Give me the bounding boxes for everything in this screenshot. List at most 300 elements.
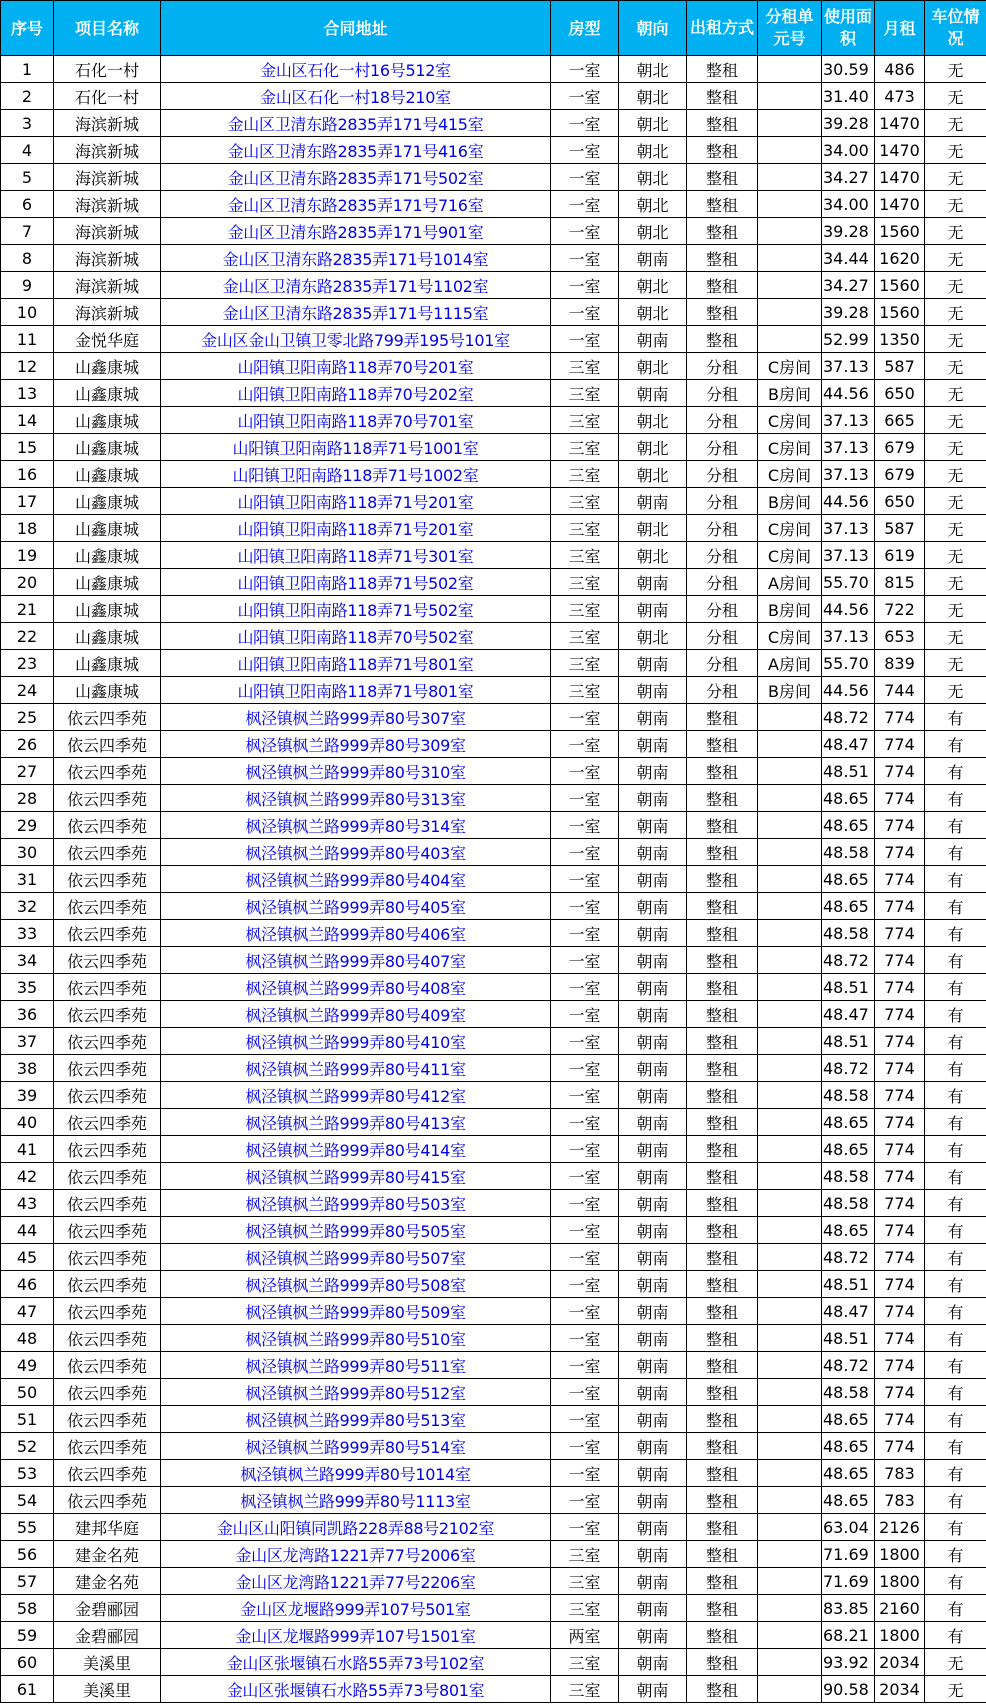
cell-contract-address: 枫泾镇枫兰路999弄80号314室 [161,812,551,839]
cell-rental-mode: 整租 [687,947,758,974]
cell-parking: 有 [925,1136,986,1163]
cell-parking: 无 [925,110,986,137]
cell-sublet-unit: C房间 [758,353,822,380]
cell-monthly-rent: 774 [875,839,925,866]
cell-index: 9 [1,272,54,299]
cell-project-name: 依云四季苑 [54,1163,161,1190]
cell-monthly-rent: 774 [875,947,925,974]
cell-index: 1 [1,56,54,83]
cell-sublet-unit [758,191,822,218]
cell-rental-mode: 整租 [687,1406,758,1433]
cell-sublet-unit [758,1595,822,1622]
cell-rental-mode: 整租 [687,839,758,866]
cell-project-name: 海滨新城 [54,299,161,326]
cell-area: 48.51 [822,974,875,1001]
cell-parking: 无 [925,164,986,191]
cell-area: 30.59 [822,56,875,83]
cell-monthly-rent: 774 [875,1190,925,1217]
cell-area: 48.51 [822,1028,875,1055]
cell-sublet-unit: B房间 [758,596,822,623]
cell-orientation: 朝北 [619,164,687,191]
cell-area: 48.72 [822,704,875,731]
cell-contract-address: 金山区张堰镇石水路55弄73号801室 [161,1676,551,1703]
cell-contract-address: 山阳镇卫阳南路118弄70号202室 [161,380,551,407]
cell-rental-mode: 整租 [687,893,758,920]
cell-parking: 无 [925,218,986,245]
cell-room-type: 一室 [551,920,619,947]
cell-contract-address: 枫泾镇枫兰路999弄80号411室 [161,1055,551,1082]
cell-parking: 有 [925,1217,986,1244]
cell-area: 44.56 [822,488,875,515]
cell-monthly-rent: 774 [875,704,925,731]
cell-area: 39.28 [822,299,875,326]
cell-orientation: 朝南 [619,704,687,731]
table-row [1,353,986,380]
cell-rental-mode: 整租 [687,758,758,785]
cell-area: 34.27 [822,272,875,299]
cell-orientation: 朝南 [619,1244,687,1271]
cell-monthly-rent: 650 [875,380,925,407]
cell-contract-address: 金山区龙堰路999弄107号1501室 [161,1622,551,1649]
cell-project-name: 海滨新城 [54,191,161,218]
cell-monthly-rent: 1470 [875,164,925,191]
cell-rental-mode: 整租 [687,920,758,947]
table-row [1,731,986,758]
cell-parking: 无 [925,326,986,353]
cell-room-type: 一室 [551,1460,619,1487]
cell-index: 17 [1,488,54,515]
cell-index: 55 [1,1514,54,1541]
cell-monthly-rent: 774 [875,1109,925,1136]
cell-contract-address: 枫泾镇枫兰路999弄80号509室 [161,1298,551,1325]
cell-sublet-unit [758,1325,822,1352]
cell-room-type: 一室 [551,731,619,758]
cell-orientation: 朝南 [619,1379,687,1406]
cell-monthly-rent: 774 [875,1001,925,1028]
table-row [1,299,986,326]
cell-room-type: 一室 [551,704,619,731]
cell-project-name: 依云四季苑 [54,1109,161,1136]
table-row [1,893,986,920]
cell-room-type: 三室 [551,1568,619,1595]
cell-index: 33 [1,920,54,947]
table-row [1,1055,986,1082]
cell-project-name: 美溪里 [54,1649,161,1676]
cell-room-type: 一室 [551,947,619,974]
cell-monthly-rent: 679 [875,434,925,461]
table-row [1,1082,986,1109]
cell-contract-address: 枫泾镇枫兰路999弄80号511室 [161,1352,551,1379]
cell-rental-mode: 分租 [687,596,758,623]
cell-area: 48.65 [822,1136,875,1163]
cell-parking: 有 [925,1271,986,1298]
cell-project-name: 海滨新城 [54,272,161,299]
cell-parking: 有 [925,1514,986,1541]
cell-index: 21 [1,596,54,623]
table-row [1,83,986,110]
cell-contract-address: 金山区卫清东路2835弄171号901室 [161,218,551,245]
table-row [1,326,986,353]
cell-rental-mode: 分租 [687,488,758,515]
cell-sublet-unit [758,1136,822,1163]
cell-orientation: 朝南 [619,1001,687,1028]
table-row [1,1676,986,1703]
cell-parking: 无 [925,677,986,704]
cell-area: 31.40 [822,83,875,110]
cell-rental-mode: 分租 [687,461,758,488]
cell-project-name: 依云四季苑 [54,1190,161,1217]
cell-index: 60 [1,1649,54,1676]
cell-project-name: 依云四季苑 [54,1001,161,1028]
cell-index: 58 [1,1595,54,1622]
cell-rental-mode: 分租 [687,623,758,650]
cell-area: 90.58 [822,1676,875,1703]
cell-index: 22 [1,623,54,650]
cell-parking: 有 [925,1487,986,1514]
cell-room-type: 三室 [551,353,619,380]
cell-room-type: 一室 [551,1433,619,1460]
cell-sublet-unit: C房间 [758,542,822,569]
cell-rental-mode: 整租 [687,191,758,218]
cell-orientation: 朝南 [619,812,687,839]
cell-rental-mode: 整租 [687,1622,758,1649]
cell-sublet-unit [758,758,822,785]
cell-room-type: 三室 [551,407,619,434]
table-row [1,569,986,596]
cell-rental-mode: 整租 [687,974,758,1001]
cell-index: 15 [1,434,54,461]
cell-project-name: 山鑫康城 [54,488,161,515]
header-room-type: 房型 [551,1,619,56]
cell-room-type: 一室 [551,191,619,218]
cell-area: 48.65 [822,812,875,839]
cell-project-name: 依云四季苑 [54,731,161,758]
cell-orientation: 朝南 [619,1622,687,1649]
cell-project-name: 依云四季苑 [54,1379,161,1406]
cell-area: 48.58 [822,1082,875,1109]
cell-rental-mode: 整租 [687,1433,758,1460]
header-monthly-rent: 月租 [875,1,925,56]
cell-index: 11 [1,326,54,353]
cell-room-type: 三室 [551,1649,619,1676]
cell-monthly-rent: 1560 [875,272,925,299]
cell-orientation: 朝北 [619,191,687,218]
cell-sublet-unit [758,110,822,137]
cell-project-name: 山鑫康城 [54,623,161,650]
cell-orientation: 朝南 [619,677,687,704]
cell-room-type: 一室 [551,245,619,272]
cell-orientation: 朝南 [619,1676,687,1703]
cell-rental-mode: 整租 [687,1190,758,1217]
cell-monthly-rent: 774 [875,1055,925,1082]
cell-rental-mode: 整租 [687,1541,758,1568]
cell-index: 3 [1,110,54,137]
cell-rental-mode: 整租 [687,1325,758,1352]
cell-parking: 有 [925,920,986,947]
cell-orientation: 朝北 [619,515,687,542]
cell-area: 48.58 [822,920,875,947]
header-area: 使用面积 [822,1,875,56]
cell-sublet-unit: A房间 [758,569,822,596]
cell-sublet-unit [758,1109,822,1136]
cell-rental-mode: 整租 [687,1379,758,1406]
cell-room-type: 一室 [551,1325,619,1352]
cell-room-type: 一室 [551,1406,619,1433]
cell-sublet-unit: B房间 [758,488,822,515]
cell-sublet-unit [758,1298,822,1325]
cell-area: 44.56 [822,596,875,623]
cell-contract-address: 金山区卫清东路2835弄171号1102室 [161,272,551,299]
table-body [1,56,986,1703]
cell-orientation: 朝南 [619,1433,687,1460]
header-rental-mode: 出租方式 [687,1,758,56]
cell-rental-mode: 整租 [687,245,758,272]
cell-area: 48.72 [822,947,875,974]
cell-sublet-unit [758,974,822,1001]
cell-rental-mode: 整租 [687,83,758,110]
cell-monthly-rent: 1800 [875,1622,925,1649]
table-row [1,1163,986,1190]
cell-rental-mode: 整租 [687,1298,758,1325]
cell-sublet-unit: C房间 [758,515,822,542]
cell-area: 48.58 [822,1163,875,1190]
cell-room-type: 三室 [551,434,619,461]
table-row [1,164,986,191]
cell-index: 13 [1,380,54,407]
cell-room-type: 一室 [551,1352,619,1379]
cell-sublet-unit [758,839,822,866]
cell-area: 34.27 [822,164,875,191]
table-row [1,920,986,947]
cell-parking: 有 [925,1244,986,1271]
cell-area: 48.47 [822,1001,875,1028]
cell-orientation: 朝北 [619,56,687,83]
cell-area: 48.65 [822,1433,875,1460]
cell-room-type: 一室 [551,974,619,1001]
cell-room-type: 一室 [551,1082,619,1109]
cell-sublet-unit [758,1055,822,1082]
cell-contract-address: 枫泾镇枫兰路999弄80号412室 [161,1082,551,1109]
cell-area: 48.65 [822,1406,875,1433]
cell-parking: 无 [925,272,986,299]
cell-orientation: 朝南 [619,1217,687,1244]
cell-index: 48 [1,1325,54,1352]
cell-parking: 有 [925,1163,986,1190]
cell-parking: 有 [925,1001,986,1028]
table-row [1,488,986,515]
cell-orientation: 朝南 [619,569,687,596]
cell-room-type: 一室 [551,1190,619,1217]
cell-sublet-unit [758,1217,822,1244]
cell-parking: 有 [925,1298,986,1325]
cell-rental-mode: 分租 [687,569,758,596]
cell-monthly-rent: 774 [875,1352,925,1379]
cell-index: 6 [1,191,54,218]
cell-area: 37.13 [822,407,875,434]
table-row [1,1244,986,1271]
cell-contract-address: 金山区龙湾路1221弄77号2206室 [161,1568,551,1595]
cell-index: 36 [1,1001,54,1028]
cell-parking: 有 [925,704,986,731]
cell-monthly-rent: 774 [875,1433,925,1460]
table-row [1,704,986,731]
cell-project-name: 依云四季苑 [54,1082,161,1109]
cell-rental-mode: 整租 [687,785,758,812]
cell-area: 48.65 [822,1487,875,1514]
cell-room-type: 三室 [551,1595,619,1622]
cell-index: 56 [1,1541,54,1568]
cell-contract-address: 枫泾镇枫兰路999弄80号510室 [161,1325,551,1352]
cell-index: 49 [1,1352,54,1379]
cell-room-type: 三室 [551,596,619,623]
cell-contract-address: 金山区卫清东路2835弄171号716室 [161,191,551,218]
cell-parking: 无 [925,56,986,83]
cell-sublet-unit [758,1028,822,1055]
cell-contract-address: 枫泾镇枫兰路999弄80号413室 [161,1109,551,1136]
cell-index: 39 [1,1082,54,1109]
table-row [1,677,986,704]
cell-area: 37.13 [822,515,875,542]
cell-sublet-unit [758,83,822,110]
cell-index: 54 [1,1487,54,1514]
cell-area: 48.51 [822,758,875,785]
cell-sublet-unit: C房间 [758,407,822,434]
cell-index: 26 [1,731,54,758]
cell-index: 14 [1,407,54,434]
cell-project-name: 依云四季苑 [54,1055,161,1082]
cell-area: 71.69 [822,1541,875,1568]
cell-sublet-unit [758,218,822,245]
cell-parking: 无 [925,380,986,407]
cell-rental-mode: 整租 [687,1271,758,1298]
cell-contract-address: 金山区卫清东路2835弄171号416室 [161,137,551,164]
cell-contract-address: 枫泾镇枫兰路999弄80号508室 [161,1271,551,1298]
cell-index: 2 [1,83,54,110]
cell-sublet-unit [758,731,822,758]
table-row [1,866,986,893]
cell-area: 37.13 [822,461,875,488]
cell-orientation: 朝北 [619,299,687,326]
cell-orientation: 朝南 [619,1406,687,1433]
cell-area: 48.65 [822,785,875,812]
cell-rental-mode: 分租 [687,434,758,461]
cell-parking: 有 [925,812,986,839]
cell-project-name: 山鑫康城 [54,650,161,677]
cell-project-name: 山鑫康城 [54,596,161,623]
cell-room-type: 一室 [551,758,619,785]
cell-index: 25 [1,704,54,731]
cell-room-type: 一室 [551,326,619,353]
table-row [1,812,986,839]
cell-area: 93.92 [822,1649,875,1676]
cell-project-name: 山鑫康城 [54,380,161,407]
cell-rental-mode: 分租 [687,353,758,380]
cell-orientation: 朝南 [619,1136,687,1163]
cell-project-name: 依云四季苑 [54,1406,161,1433]
cell-rental-mode: 整租 [687,1082,758,1109]
cell-project-name: 建金名苑 [54,1541,161,1568]
cell-room-type: 一室 [551,893,619,920]
cell-area: 48.65 [822,1217,875,1244]
cell-monthly-rent: 1800 [875,1541,925,1568]
cell-monthly-rent: 774 [875,974,925,1001]
cell-orientation: 朝北 [619,137,687,164]
cell-room-type: 三室 [551,623,619,650]
cell-parking: 有 [925,1622,986,1649]
cell-area: 48.72 [822,1352,875,1379]
cell-orientation: 朝南 [619,1352,687,1379]
cell-sublet-unit [758,1271,822,1298]
cell-index: 32 [1,893,54,920]
cell-area: 48.58 [822,1190,875,1217]
header-project-name: 项目名称 [54,1,161,56]
cell-index: 37 [1,1028,54,1055]
cell-sublet-unit: B房间 [758,677,822,704]
cell-contract-address: 枫泾镇枫兰路999弄80号503室 [161,1190,551,1217]
cell-room-type: 一室 [551,1136,619,1163]
cell-parking: 有 [925,1352,986,1379]
table-row [1,623,986,650]
cell-parking: 无 [925,515,986,542]
cell-index: 30 [1,839,54,866]
cell-room-type: 三室 [551,569,619,596]
cell-index: 46 [1,1271,54,1298]
cell-project-name: 建邦华庭 [54,1514,161,1541]
cell-sublet-unit [758,704,822,731]
cell-area: 48.72 [822,1244,875,1271]
cell-monthly-rent: 650 [875,488,925,515]
table-row [1,218,986,245]
cell-sublet-unit [758,1082,822,1109]
cell-index: 4 [1,137,54,164]
cell-sublet-unit [758,56,822,83]
cell-room-type: 一室 [551,110,619,137]
cell-parking: 无 [925,650,986,677]
cell-project-name: 海滨新城 [54,245,161,272]
cell-rental-mode: 分租 [687,677,758,704]
cell-rental-mode: 整租 [687,1244,758,1271]
cell-rental-mode: 整租 [687,56,758,83]
cell-monthly-rent: 1470 [875,191,925,218]
cell-orientation: 朝北 [619,353,687,380]
cell-area: 52.99 [822,326,875,353]
cell-room-type: 一室 [551,1163,619,1190]
cell-orientation: 朝北 [619,542,687,569]
cell-sublet-unit [758,1244,822,1271]
cell-project-name: 山鑫康城 [54,353,161,380]
cell-monthly-rent: 774 [875,731,925,758]
cell-orientation: 朝南 [619,1109,687,1136]
cell-room-type: 一室 [551,866,619,893]
cell-parking: 无 [925,353,986,380]
cell-monthly-rent: 1620 [875,245,925,272]
cell-monthly-rent: 783 [875,1487,925,1514]
cell-index: 57 [1,1568,54,1595]
cell-rental-mode: 整租 [687,299,758,326]
cell-rental-mode: 分租 [687,542,758,569]
cell-index: 41 [1,1136,54,1163]
cell-room-type: 两室 [551,1622,619,1649]
table-row [1,1460,986,1487]
cell-project-name: 石化一村 [54,83,161,110]
cell-orientation: 朝南 [619,245,687,272]
cell-index: 40 [1,1109,54,1136]
table-row [1,596,986,623]
cell-contract-address: 枫泾镇枫兰路999弄80号410室 [161,1028,551,1055]
cell-project-name: 金悦华庭 [54,326,161,353]
cell-contract-address: 金山区张堰镇石水路55弄73号102室 [161,1649,551,1676]
cell-area: 48.47 [822,1298,875,1325]
